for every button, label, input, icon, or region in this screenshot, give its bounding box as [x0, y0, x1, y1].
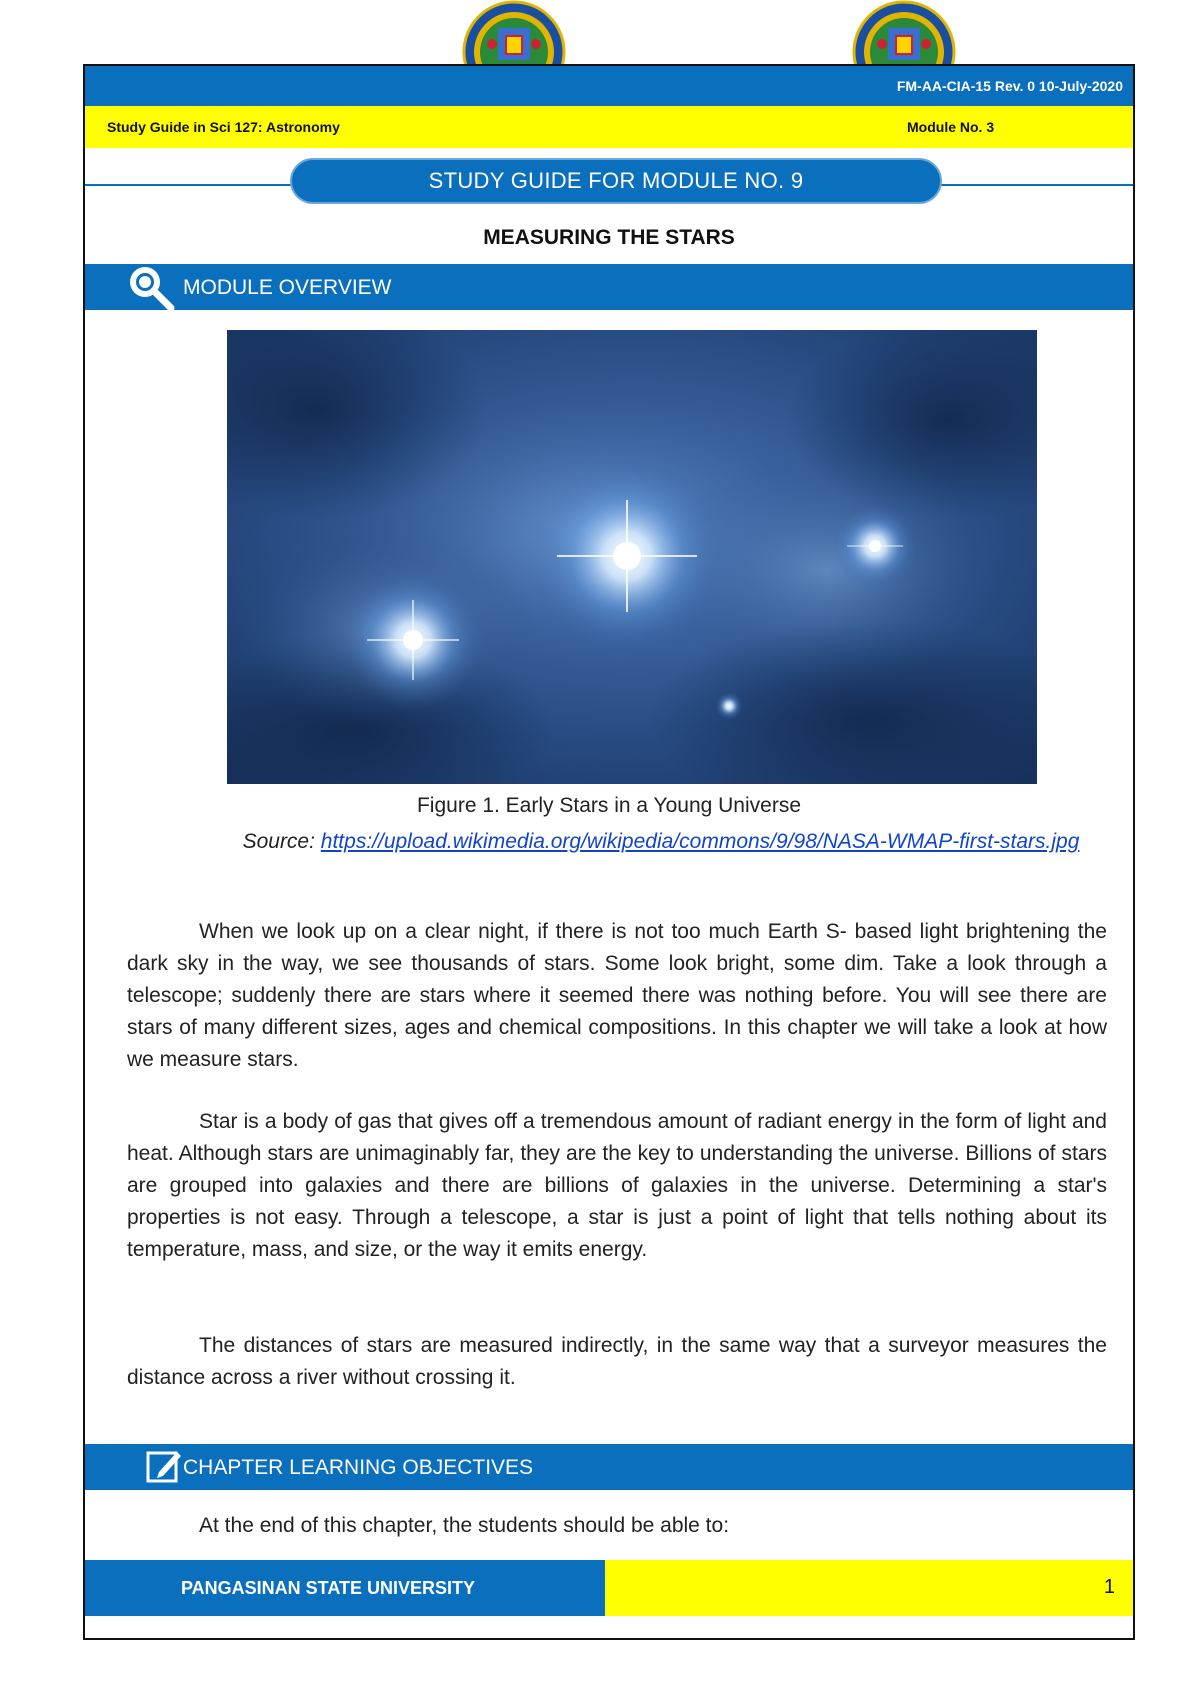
source-link[interactable]: https://upload.wikimedia.org/wikipedia/commons/9/98/NASA-WMAP-first-stars.jpg [320, 830, 1080, 853]
study-guide-banner: STUDY GUIDE FOR MODULE NO. 9 [290, 158, 942, 204]
objectives-intro: At the end of this chapter, the students should be able to: [199, 1514, 730, 1537]
course-bar [85, 106, 1133, 148]
university-name: PANGASINAN STATE UNIVERSITY [181, 1578, 476, 1598]
page-title: MEASURING THE STARS [483, 226, 735, 249]
header-bar [85, 66, 1133, 106]
module-overview-title: MODULE OVERVIEW [183, 276, 392, 299]
learning-objectives-title: CHAPTER LEARNING OBJECTIVES [183, 1456, 534, 1479]
form-code: FM-AA-CIA-15 Rev. 0 10-July-2020 [896, 78, 1123, 94]
module-overview-header [85, 264, 1133, 310]
learning-objectives-header [85, 1444, 1133, 1490]
university-seal-left [462, 0, 566, 66]
early-stars-figure [227, 330, 1037, 784]
edit-icon [145, 1448, 183, 1491]
footer-page-bar [605, 1560, 1133, 1616]
figure-caption: Figure 1. Early Stars in a Young Universe [416, 794, 802, 817]
source-label: Source: [242, 830, 315, 853]
overview-paragraph-3: The distances of stars are measured indirectly, in the same way that a surveyor measures the distance across a river without crossing it. [127, 1334, 1107, 1389]
overview-paragraph-1: When we look up on a clear night, if there is not too much Earth S- based light brightening the dark sky in the way, we see thousands of stars. Some look bright, some dim. Take a look through a telescope; suddenly there are stars where it seemed there was nothing before. You will see there are stars of many different sizes, ages and chemical compositions. In this chapter we will take a look at how we measure stars. [127, 920, 1107, 1071]
page-frame [83, 64, 1135, 1640]
course-title: Study Guide in Sci 127: Astronomy [107, 119, 340, 135]
module-number: Module No. 3 [907, 119, 995, 135]
overview-paragraph-2: Star is a body of gas that gives off a tremendous amount of radiant energy in the form of light and heat. Although stars are unimaginably far, they are the key to understanding the universe. Billions of stars are grouped into galaxies and there are billions of galaxies in the universe. Determining a star's properties is not easy. Through a telescope, a star is just a point of light that tells nothing about its temperature, mass, and size, or the way it emits energy. [127, 1110, 1107, 1261]
university-seal-left-graphic [462, 0, 566, 66]
university-seal-right [852, 0, 956, 66]
magnifier-icon [123, 260, 177, 319]
figure-source [221, 826, 1101, 858]
university-seal-right-graphic [852, 0, 956, 66]
footer-university-bar [85, 1560, 605, 1616]
page-number: 1 [1103, 1576, 1115, 1598]
